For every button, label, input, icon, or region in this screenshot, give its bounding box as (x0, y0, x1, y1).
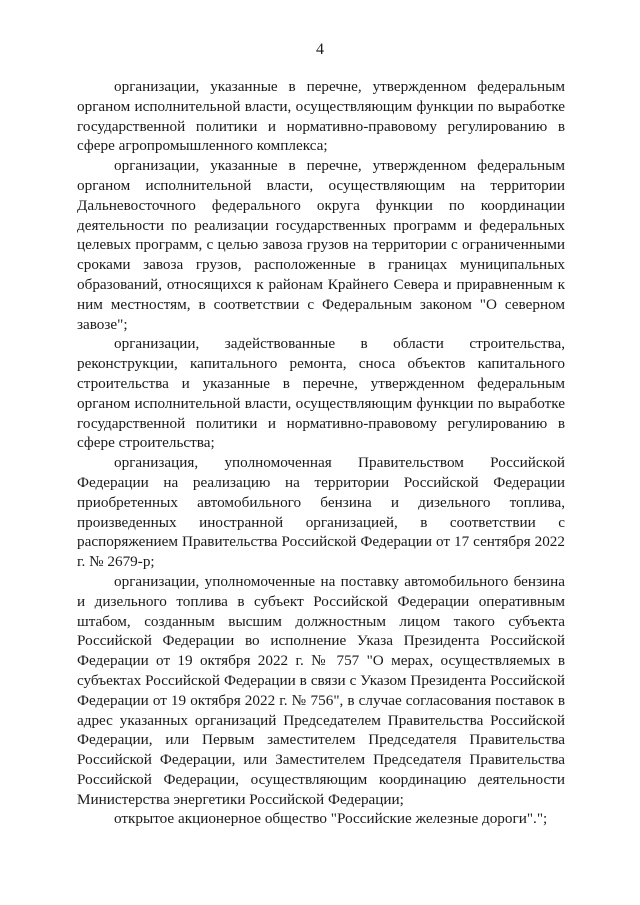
paragraph-russian-railways: открытое акционерное общество "Российские железные дороги"."; (114, 810, 548, 828)
paragraph-fuel-supply-organizations: организации, уполномоченные на поставку автомобильного бензина и дизельного топлива в субъект Российской Федерации оперативным штабом, созданным высшим должностным лицом такого субъекта Российской Федерации во исполнение Указа Президента Российской Федерации от 19 октября 2022 г. № 757 "О мерах, осуществляемых в субъектах Российской Федерации в связи с Указом Президента Российской Федерации от 19 октября 2022 г. № 756", в случае согласования поставок в адрес указанных организаций Председателем Правительства Российской Федерации, или Первым заместителем Председателя Правительства Российской Федерации, или Заместителем Председателя Правительства Российской Федерации, осуществляющим координацию деятельности Министерства энергетики Российской Федерации; (77, 572, 565, 808)
paragraph-agro-organizations: организации, указанные в перечне, утвержденном федеральным органом исполнительной власти, осуществляющим функции по выработке государственной политики и нормативно-правовому регулированию в сфере агропромышленного комплекса; (77, 78, 565, 155)
paragraph-fuel-sale-organization: организация, уполномоченная Правительством Российской Федерации на реализацию на территории Российской Федерации приобретенных автомобильного бензина и дизельного топлива, произведенных иностранной организацией, в соответствии с распоряжением Правительства Российской Федерации от 17 сентября 2022 г. № 2679-р; (77, 454, 565, 571)
paragraph-far-east-organizations: организации, указанные в перечне, утвержденном федеральным органом исполнительной власти, осуществляющим на территории Дальневосточного федерального округа функции по координации деятельности по реализации государственных программ и федеральных целевых программ, с целью завоза грузов на территории с ограниченными сроками завоза грузов, расположенные в границах муниципальных образований, относящихся к районам Крайнего Севера и приравненным к ним местностям, в соответствии с Федеральным законом "О северном завозе"; (77, 157, 565, 333)
page-number: 4 (316, 41, 324, 58)
document-body (77, 77, 565, 829)
paragraph-construction-organizations: организации, задействованные в области строительства, реконструкции, капитального ремонта, сноса объектов капитального строительства и указанные в перечне, утвержденном федеральным органом исполнительной власти, осуществляющим функции по выработке государственной политики и нормативно-правовому регулированию в сфере строительства; (77, 335, 565, 452)
